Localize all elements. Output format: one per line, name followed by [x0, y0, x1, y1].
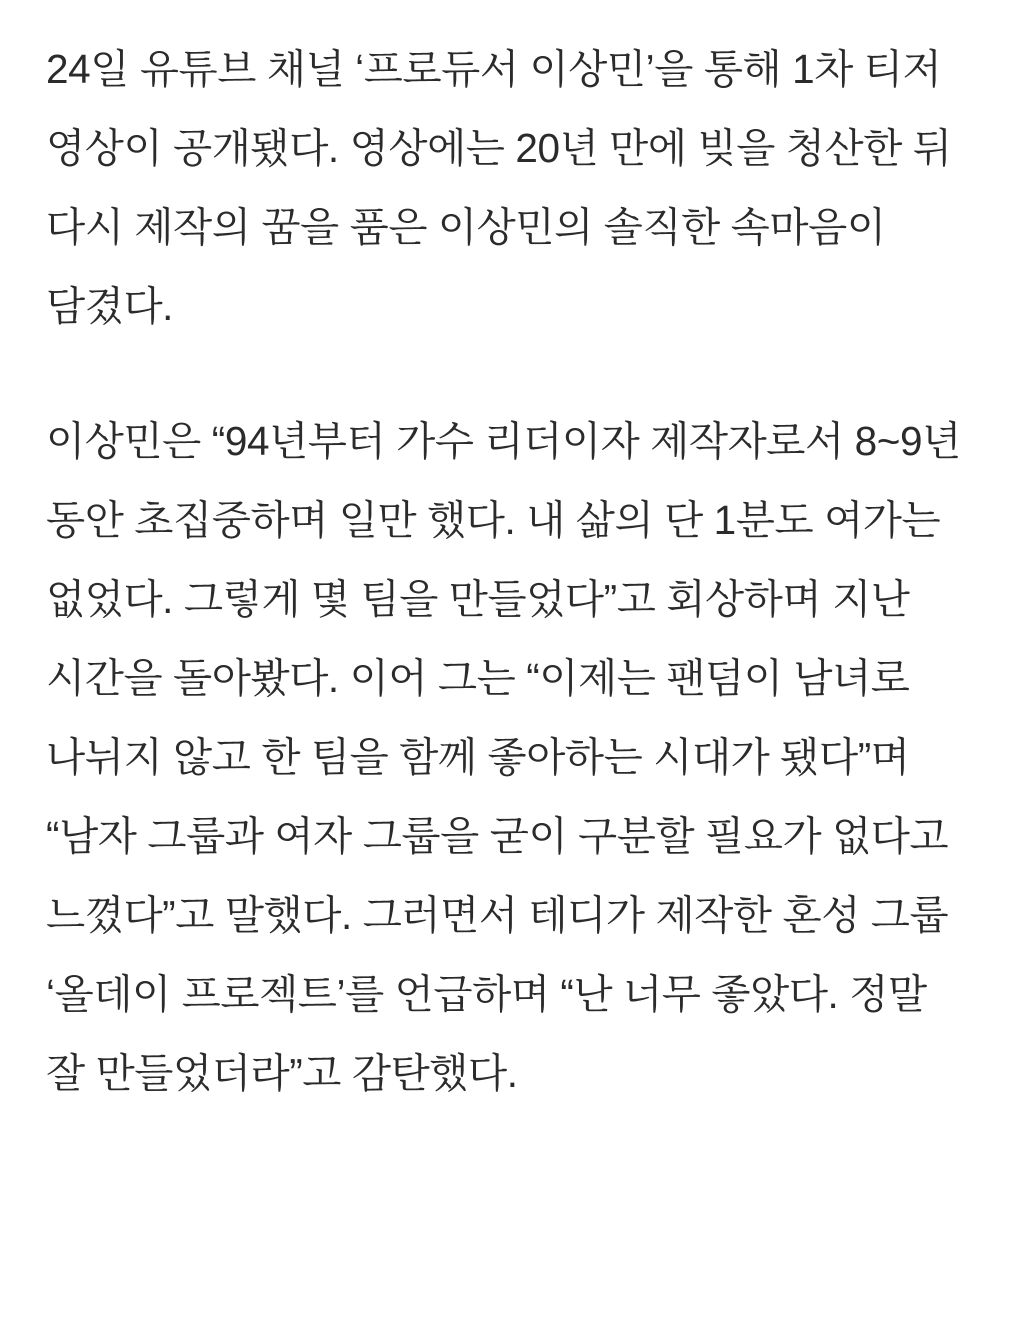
article-paragraph: 24일 유튜브 채널 ‘프로듀서 이상민’을 통해 1차 티저 영상이 공개됐다. 영상에는 20년 만에 빚을 청산한 뒤 다시 제작의 꿈을 품은 이상민의 솔직한 속마음이 담겼다.: [46, 46, 952, 329]
article-paragraph: 이상민은 “94년부터 가수 리더이자 제작자로서 8~9년 동안 초집중하며 일만 했다. 내 삶의 단 1분도 여가는 없었다. 그렇게 몇 팀을 만들었다”고 회상하며 지난 시간을 돌아봤다. 이어 그는 “이제는 팬덤이 남녀로 나뉘지 않고 한 팀을 함께 좋아하는 시대가 됐다”며 “남자 그룹과 여자 그룹을 굳이 구분할 필요가 없다고 느꼈다”고 말했다. 그러면서 테디가 제작한 혼성 그룹 ‘올데이 프로젝트’를 언급하며 “난 너무 좋았다. 정말 잘 만들었더라”고 감탄했다.: [46, 417, 961, 1096]
